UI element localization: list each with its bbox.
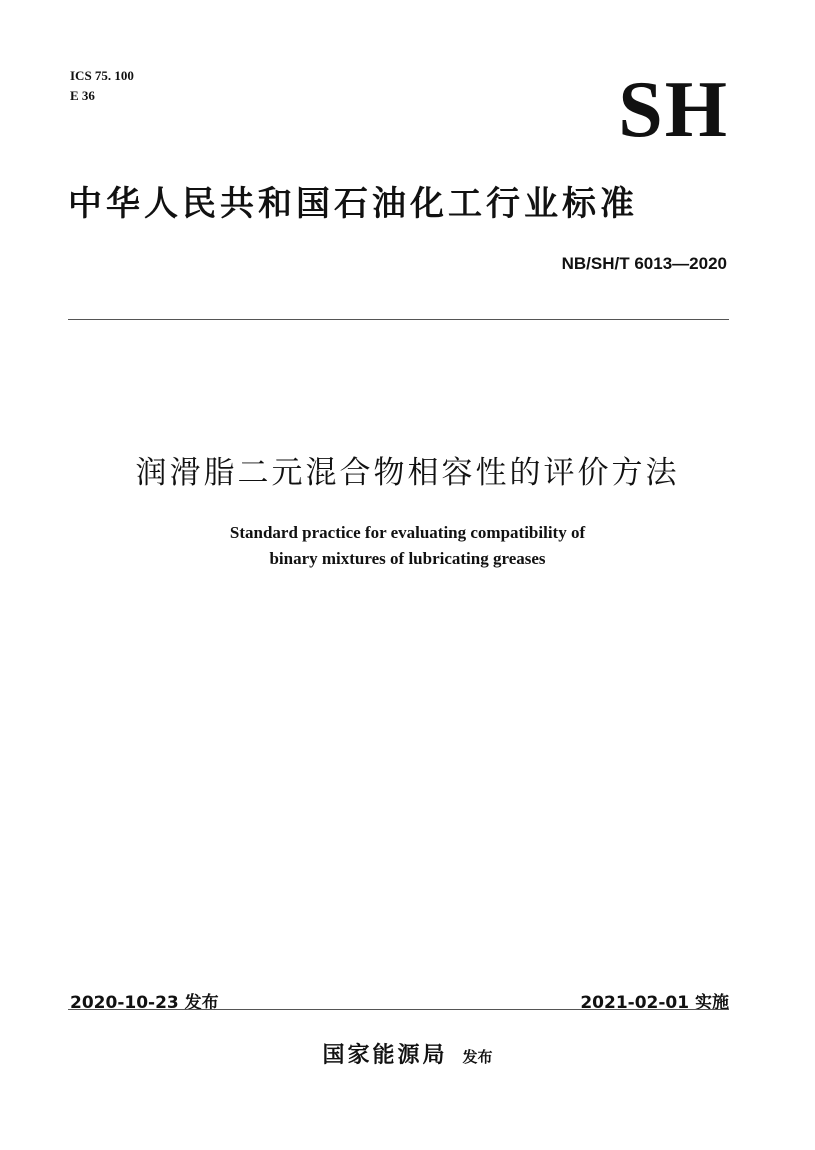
publisher: [0, 1038, 815, 1069]
document-title-cn: 润滑脂二元混合物相容性的评价方法: [135, 455, 680, 491]
ccs-code: E 36: [70, 88, 95, 103]
implementation-date: 2021-02-01 实施: [580, 993, 729, 1013]
top-divider: [68, 319, 729, 320]
bottom-divider: [68, 1009, 729, 1010]
publisher-organization: 国家能源局: [322, 1043, 448, 1068]
issue-date: 2020-10-23 发布: [70, 993, 219, 1013]
standard-code: NB/SH/T 6013—2020: [561, 254, 727, 273]
classification-block: [70, 66, 134, 106]
sh-logo: SH: [618, 66, 729, 154]
publisher-action: 发布: [462, 1048, 493, 1066]
standard-title: 中华人民共和国石油化工行业标准: [68, 184, 638, 224]
ics-code: ICS 75. 100: [70, 68, 134, 83]
document-title-en-line2: binary mixtures of lubricating greases: [269, 549, 546, 568]
document-title-en: [0, 520, 815, 572]
document-title-en-line1: Standard practice for evaluating compatibility of: [229, 523, 586, 542]
